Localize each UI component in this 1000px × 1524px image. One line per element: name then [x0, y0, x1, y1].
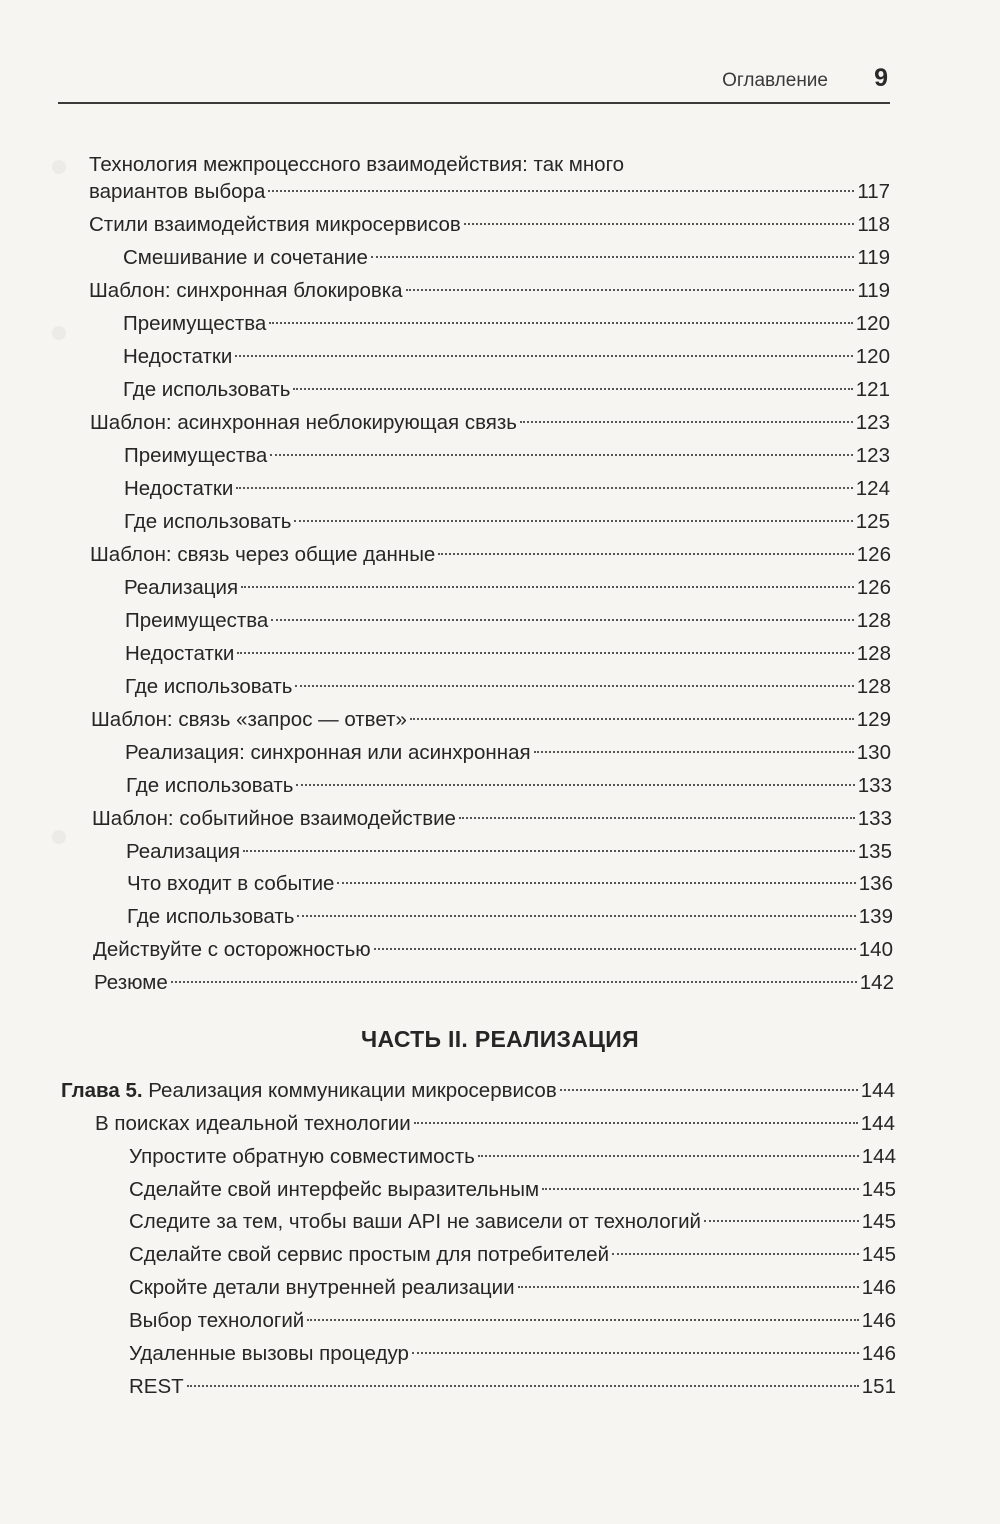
dot-leader — [704, 1220, 859, 1222]
toc-entry-page: 117 — [857, 180, 890, 203]
toc-entry — [95, 1109, 895, 1139]
toc-entry — [124, 573, 891, 603]
toc-entry-title: Следите за тем, чтобы ваши API не зависели от технологий — [129, 1210, 702, 1233]
chapter-title — [61, 1076, 557, 1106]
toc-entry — [93, 935, 893, 965]
running-header-section: Оглавление — [722, 70, 828, 91]
toc-entry-page: 151 — [861, 1375, 896, 1398]
toc-entry-page: 140 — [858, 938, 893, 961]
toc-entry — [129, 1306, 896, 1336]
toc-entry — [124, 474, 890, 504]
toc-entry — [125, 738, 891, 768]
toc-entry — [124, 441, 890, 471]
dot-leader — [307, 1319, 859, 1321]
dot-leader — [438, 553, 853, 555]
margin-smudge — [52, 326, 66, 340]
toc-entry-page: 123 — [855, 411, 890, 434]
toc-entry — [129, 1372, 896, 1402]
toc-entry-title: вариантов выбора — [89, 180, 266, 203]
toc-entry-title: Стили взаимодействия микросервисов — [89, 213, 461, 236]
toc-entry-title: Выбор технологий — [129, 1309, 305, 1332]
toc-entry-title: Шаблон: событийное взаимодействие — [92, 807, 456, 830]
dot-leader — [187, 1385, 859, 1387]
dot-leader — [235, 355, 852, 357]
toc-entry-title: Шаблон: асинхронная неблокирующая связь — [90, 411, 517, 434]
toc-entry — [90, 408, 890, 438]
toc-entry — [125, 639, 891, 669]
toc-entry — [126, 771, 892, 801]
toc-entry-page: 124 — [855, 477, 890, 500]
toc-entry-page: 144 — [861, 1145, 896, 1168]
dot-leader — [542, 1188, 859, 1190]
toc-entry-title: Реализация: синхронная или асинхронная — [125, 741, 531, 764]
toc-entry-page: 118 — [857, 213, 890, 236]
toc-entry-page: 145 — [861, 1178, 896, 1201]
dot-leader — [269, 322, 852, 324]
toc-entry — [125, 606, 891, 636]
toc-entry-page: 133 — [857, 774, 892, 797]
dot-leader — [293, 388, 852, 390]
toc-entry-title: Шаблон: синхронная блокировка — [89, 279, 403, 302]
toc-entry-page: 119 — [857, 279, 890, 302]
toc-entry-title: Скройте детали внутренней реализации — [129, 1276, 515, 1299]
toc-entry-title: Недостатки — [124, 477, 234, 500]
toc-entry-page: 146 — [861, 1342, 896, 1365]
toc-entry — [127, 869, 893, 899]
dot-leader — [612, 1253, 859, 1255]
toc-entry — [90, 540, 891, 570]
toc-entry-page: 139 — [858, 905, 893, 928]
toc-entry-title: Где использовать — [124, 510, 292, 533]
toc-entry-page: 130 — [856, 741, 891, 764]
chapter-entry — [61, 1076, 895, 1106]
toc-entry — [129, 1175, 896, 1205]
toc-entry-title: REST — [129, 1375, 184, 1398]
dot-leader — [295, 685, 853, 687]
toc-entry — [123, 309, 890, 339]
toc-entry-page: 123 — [855, 444, 890, 467]
dot-leader — [518, 1286, 859, 1288]
toc-entry-page: 133 — [857, 807, 892, 830]
toc-entry-page: 129 — [856, 708, 891, 731]
toc-entry-title: Что входит в событие — [127, 872, 335, 895]
toc-entry — [129, 1142, 896, 1172]
toc-entry — [123, 375, 890, 405]
toc-entry-title: Преимущества — [124, 444, 268, 467]
toc-entry-page: 144 — [860, 1079, 895, 1102]
toc-entry-title: Шаблон: связь «запрос — ответ» — [91, 708, 407, 731]
toc-entry-page: 121 — [855, 378, 890, 401]
toc-entry-page: 136 — [858, 872, 893, 895]
toc-entry-page: 125 — [855, 510, 890, 533]
dot-leader — [459, 817, 855, 819]
dot-leader — [406, 289, 855, 291]
toc-entry — [91, 705, 891, 735]
dot-leader — [271, 619, 853, 621]
toc-entry — [129, 1240, 896, 1270]
dot-leader — [371, 256, 854, 258]
toc-entry-page: 135 — [857, 840, 892, 863]
toc-entry-title: Смешивание и сочетание — [123, 246, 368, 269]
toc-entry-title: Сделайте свой интерфейс выразительным — [129, 1178, 540, 1201]
toc-entry — [92, 804, 892, 834]
toc-entry-page: 120 — [855, 312, 890, 335]
dot-leader — [534, 751, 854, 753]
dot-leader — [237, 652, 853, 654]
toc-entry-title: Реализация — [126, 840, 241, 863]
toc-entry-title: Шаблон: связь через общие данные — [90, 543, 436, 566]
dot-leader — [560, 1089, 858, 1091]
toc-entry-title: Недостатки — [123, 345, 233, 368]
page-number: 9 — [874, 64, 888, 92]
toc-entry — [89, 177, 890, 207]
dot-leader — [297, 915, 855, 917]
dot-leader — [414, 1122, 858, 1124]
toc-entry-title: Сделайте свой сервис простым для потребителей — [129, 1243, 610, 1266]
part-heading: ЧАСТЬ II. РЕАЛИЗАЦИЯ — [361, 1026, 639, 1052]
toc-entry-page: 126 — [856, 576, 891, 599]
running-header — [58, 62, 890, 104]
chapter-label: Глава 5. — [61, 1079, 143, 1102]
toc-entry — [89, 276, 890, 306]
toc-entry-title: Преимущества — [125, 609, 269, 632]
toc-entry-title: Технология межпроцессного взаимодействия: так много — [89, 153, 625, 176]
toc-entry-page: 128 — [856, 642, 891, 665]
toc-entry-page: 144 — [860, 1112, 895, 1135]
chapter-name: Реализация коммуникации микросервисов — [148, 1079, 557, 1102]
toc-entry-page: 128 — [856, 609, 891, 632]
toc-entry-page: 146 — [861, 1276, 896, 1299]
toc-entry-title: Где использовать — [126, 774, 294, 797]
toc-entry-page: 145 — [861, 1210, 896, 1233]
toc-entry — [129, 1207, 896, 1237]
toc-entry-page: 128 — [856, 675, 891, 698]
dot-leader — [337, 882, 855, 884]
toc-entry — [126, 837, 892, 867]
toc-entry — [129, 1273, 896, 1303]
toc-entry — [129, 1339, 896, 1369]
dot-leader — [236, 487, 852, 489]
dot-leader — [171, 981, 857, 983]
toc-entry — [94, 968, 894, 998]
dot-leader — [412, 1352, 859, 1354]
dot-leader — [520, 421, 853, 423]
dot-leader — [294, 520, 852, 522]
toc-entry-title: Действуйте с осторожностью — [93, 938, 371, 961]
toc-entry-title: Реализация — [124, 576, 239, 599]
toc-entry-title: Где использовать — [125, 675, 293, 698]
toc-entry — [125, 672, 891, 702]
dot-leader — [268, 190, 854, 192]
toc-entry-title: Упростите обратную совместимость — [129, 1145, 475, 1168]
dot-leader — [478, 1155, 859, 1157]
toc-entry-title: Удаленные вызовы процедур — [129, 1342, 409, 1365]
toc-entry — [123, 342, 890, 372]
toc-entry-page: 146 — [861, 1309, 896, 1332]
dot-leader — [296, 784, 854, 786]
dot-leader — [243, 850, 855, 852]
toc-entry-page: 120 — [855, 345, 890, 368]
toc-entry-title: Преимущества — [123, 312, 267, 335]
toc-entry — [89, 150, 890, 180]
toc-entry — [124, 507, 890, 537]
dot-leader — [464, 223, 855, 225]
toc-entry — [127, 902, 893, 932]
dot-leader — [410, 718, 854, 720]
dot-leader — [270, 454, 852, 456]
toc-entry-title: Недостатки — [125, 642, 235, 665]
dot-leader — [241, 586, 854, 588]
toc-entry — [123, 243, 890, 273]
toc-entry-title: Резюме — [94, 971, 168, 994]
toc-entry-title: Где использовать — [127, 905, 295, 928]
margin-smudge — [52, 160, 66, 174]
margin-smudge — [52, 830, 66, 844]
dot-leader — [374, 948, 856, 950]
toc-entry-page: 145 — [861, 1243, 896, 1266]
toc-entry-page: 142 — [859, 971, 894, 994]
toc-entry-title: Где использовать — [123, 378, 291, 401]
toc-entry — [89, 210, 890, 240]
toc-entry-page: 126 — [856, 543, 891, 566]
toc-entry-title: В поисках идеальной технологии — [95, 1112, 411, 1135]
toc-entry-page: 119 — [857, 246, 890, 269]
